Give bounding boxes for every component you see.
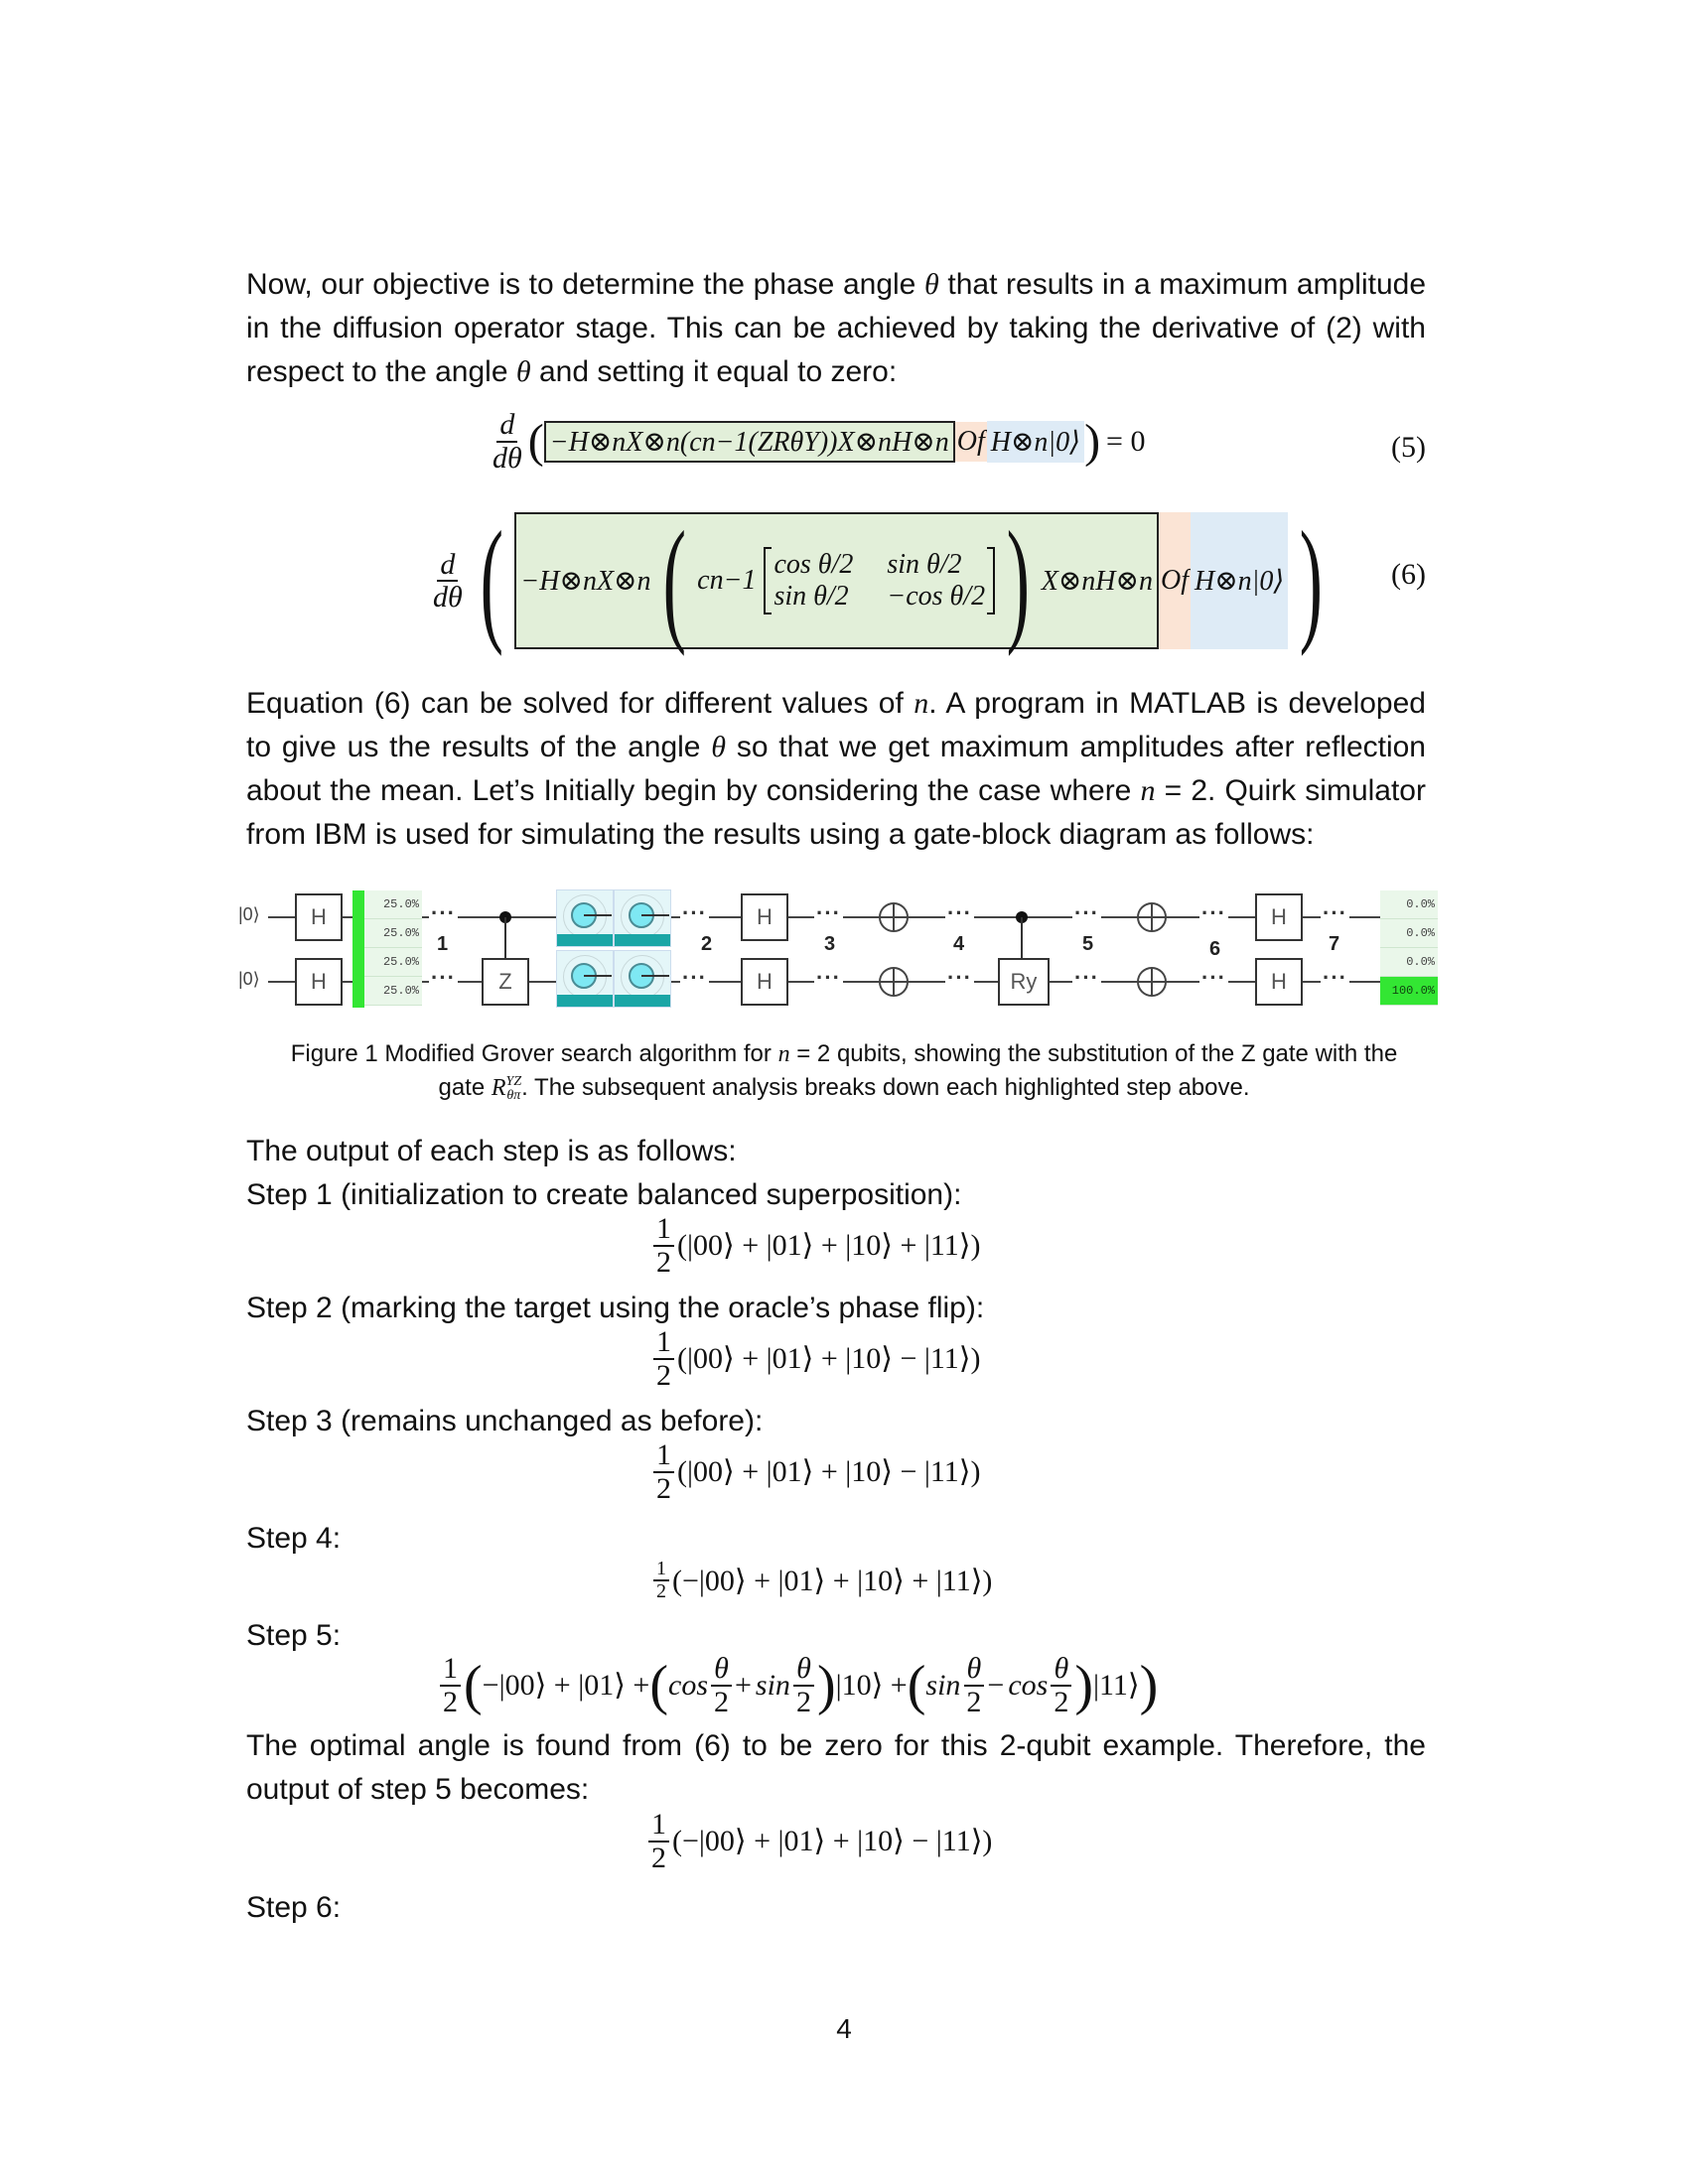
ellipsis: ··· [1201,965,1226,990]
text-run: . The subsequent analysis breaks down each highlighted step above. [521,1074,1250,1101]
state-vector: (−|00⟩ + |01⟩ + |10⟩ + |11⟩) [672,1564,993,1597]
subscript: θπ [506,1087,521,1103]
fraction-denominator: 2 [795,1685,811,1718]
derivative-operator [430,549,466,614]
hadamard-gate[interactable]: H [741,893,788,941]
state-terms: |10⟩ + [835,1669,908,1702]
ellipsis: ··· [1323,965,1347,990]
initial-probability-display [364,890,422,1006]
theta-symbol: θ [711,731,727,763]
fraction-numerator: 1 [653,1213,674,1247]
text-run: . A program in MATLAB is developed to give us the results of the angle [246,687,1426,763]
step-label-4: 4 [953,933,965,955]
probability-value: 25.0% [364,948,422,977]
deriv-denominator: dθ [492,441,522,475]
ellipsis: ··· [431,965,456,990]
not-gate[interactable] [879,902,909,932]
fraction-denominator: 2 [656,1245,671,1279]
ellipsis: ··· [947,965,972,990]
step-5-final-equation [645,1809,992,1873]
text-run: = 2 qubits, showing the substitution of the Z gate with the [789,1040,1398,1067]
z-gate[interactable]: Z [482,958,529,1006]
close-paren: ) [816,1654,836,1716]
theta-symbol: θ [924,268,939,301]
text-run: and setting it equal to zero: [530,355,898,388]
hadamard-gate[interactable]: H [741,958,788,1006]
suffix-operators: X⊗nH⊗n [1041,566,1153,597]
equation-6 [427,503,1335,657]
page-number: 4 [836,2013,852,2044]
cos-function: cos [668,1668,708,1702]
text-run: gate [438,1074,492,1101]
probability-value: 0.0% [1380,919,1438,948]
initialization-highlight: H⊗n|0⟩ [1191,512,1288,649]
equation-rhs: = 0 [1106,424,1146,458]
step-label-5: 5 [1082,933,1094,955]
control-line [504,917,506,959]
probability-value: 25.0% [364,890,422,919]
step-1-equation [650,1213,980,1278]
bloch-sphere-display [614,950,671,1008]
probability-value: 0.0% [1380,948,1438,977]
gate-scripts [506,1075,522,1103]
text-run: = 2. Quirk simulator from IBM is used for simulating the results using a gate-block diagram as follows: [246,774,1426,851]
n-symbol: n [1140,774,1156,807]
open-paren: ( [464,1654,483,1716]
step-1-label: Step 1 (initialization to create balanced superposition): [246,1178,962,1211]
ellipsis: ··· [682,900,707,925]
state-vector: (−|00⟩ + |01⟩ + |10⟩ − |11⟩) [672,1825,993,1857]
state-vector: (|00⟩ + |01⟩ + |10⟩ − |11⟩) [677,1455,981,1488]
final-probability-display [1380,890,1438,1006]
text-run: Figure 1 Modified Grover search algorithm for [290,1040,778,1067]
sin-function: sin [755,1668,790,1702]
text-run: Equation (6) can be solved for different values of [246,687,914,720]
ry-gate[interactable]: Ry [998,958,1050,1006]
sin-function: sin [925,1668,961,1702]
intro-paragraph [246,263,1426,394]
open-paren: ( [480,503,503,657]
fraction-denominator: 2 [714,1685,729,1718]
step-2-equation [650,1326,980,1391]
ellipsis: ··· [1074,900,1099,925]
step-label-3: 3 [824,933,836,955]
theta-symbol: θ [515,355,531,388]
matlab-paragraph [246,682,1426,857]
input-ket-0: |0⟩ [238,904,260,924]
step-5-equation [437,1653,1158,1717]
not-gate[interactable] [879,967,909,997]
ellipsis: ··· [947,900,972,925]
hadamard-gate[interactable]: H [1255,893,1303,941]
hadamard-gate[interactable]: H [1255,958,1303,1006]
steps-intro: The output of each step is as follows: [246,1135,737,1167]
n-symbol: n [914,687,929,720]
caption-line-1 [238,1037,1450,1071]
step-4-label: Step 4: [246,1522,342,1555]
step-2-label: Step 2 (marking the target using the oracle’s phase flip): [246,1292,985,1324]
oracle-highlight: Of [1159,512,1191,649]
step-label-1: 1 [437,933,449,955]
input-ket-1: |0⟩ [238,969,260,989]
ellipsis: ··· [816,900,841,925]
probability-bar [352,890,364,1008]
superscript: YZ [505,1073,522,1089]
ellipsis: ··· [1201,900,1226,925]
equation-5-label: (5) [1391,431,1426,464]
state-terms: |11⟩ [1092,1669,1140,1702]
ellipsis: ··· [682,965,707,990]
step-label-6: 6 [1209,938,1221,960]
text-run: Now, our objective is to determine the phase angle [246,268,924,301]
inner-close-paren: ) [1006,503,1031,657]
control-term: cn−1 [697,565,757,596]
probability-value: 25.0% [364,977,422,1006]
plus-sign: + [735,1668,752,1702]
figure-caption [238,1037,1450,1105]
matrix-cell: sin θ/2 [774,581,849,612]
fraction-denominator: 2 [656,1580,666,1602]
n-symbol: n [777,1041,790,1067]
step-label-7: 7 [1329,933,1340,955]
fraction-numerator: θ [711,1653,732,1687]
step-label-2: 2 [701,933,713,955]
step-4-equation [650,1559,992,1602]
fraction-numerator: 1 [440,1653,461,1687]
bloch-sphere-display [614,889,671,947]
open-paren: ( [527,415,544,468]
step-3-label: Step 3 (remains unchanged as before): [246,1405,764,1437]
deriv-numerator: d [496,409,517,443]
fraction-numerator: θ [1051,1653,1071,1687]
step-6-label: Step 6: [246,1891,342,1924]
caption-line-2 [238,1071,1450,1105]
bloch-sphere-display [556,950,614,1008]
state-vector: (|00⟩ + |01⟩ + |10⟩ + |11⟩) [677,1229,981,1262]
diffusion-operator-highlight: −H⊗nX⊗n(cn−1(ZRθY))X⊗nH⊗n [544,421,955,463]
hadamard-gate[interactable]: H [295,958,343,1006]
not-gate[interactable] [1137,967,1167,997]
fraction-denominator: 2 [651,1841,666,1874]
oracle-highlight: Of [955,422,987,462]
deriv-numerator: d [437,549,458,583]
fraction-denominator: 2 [656,1471,671,1505]
equation-5 [487,409,1145,474]
open-paren: ( [649,1654,668,1716]
inner-open-paren: ( [662,503,686,657]
equation-6-label: (6) [1391,558,1426,591]
matrix-cell: cos θ/2 [774,549,854,580]
initialization-highlight: H⊗n|0⟩ [987,421,1084,463]
optimal-angle-paragraph: The optimal angle is found from (6) to be zero for this 2-qubit example. Therefore, the output of step 5 becomes: [246,1729,1426,1806]
diffusion-operator-highlight [514,503,1159,657]
ellipsis: ··· [1074,965,1099,990]
fraction-numerator: 1 [653,1326,674,1360]
derivative-operator [490,409,525,474]
hadamard-gate[interactable]: H [295,893,343,941]
gate-symbol: R [491,1075,506,1101]
minus-sign: − [987,1668,1005,1702]
matrix-cell: sin θ/2 [887,549,962,580]
open-paren: ( [907,1654,926,1716]
fraction-numerator: 1 [653,1439,674,1473]
rotation-matrix [764,549,995,613]
control-line [1021,917,1023,959]
close-paren: ) [1139,1654,1159,1716]
fraction-denominator: 2 [443,1685,458,1718]
close-paren: ) [1084,415,1101,468]
deriv-denominator: dθ [433,581,463,614]
close-paren: ) [1299,503,1324,657]
fraction-denominator: 2 [1054,1685,1069,1718]
fraction-denominator: 2 [656,1358,671,1392]
fraction-numerator: θ [964,1653,985,1687]
state-vector: (|00⟩ + |01⟩ + |10⟩ − |11⟩) [677,1342,981,1375]
text-run: so that we get maximum amplitudes after reflection about the mean. Let’s Initially begin by considering the case where [246,731,1426,807]
prefix-operators: −H⊗nX⊗n [520,566,651,597]
text-run: that results in a maximum amplitude in the diffusion operator stage. This can be achieved by taking the derivative of (2) with respect to the angle [246,268,1427,388]
ellipsis: ··· [1323,900,1347,925]
step-5-label: Step 5: [246,1619,342,1652]
probability-value-highlight: 100.0% [1380,977,1438,1006]
fraction-denominator: 2 [966,1685,982,1718]
bloch-sphere-display [556,889,614,947]
ellipsis: ··· [816,965,841,990]
probability-value: 25.0% [364,919,422,948]
fraction-numerator: θ [793,1653,814,1687]
step-3-equation [650,1439,980,1504]
close-paren: ) [1074,1654,1093,1716]
fraction-numerator: 1 [648,1809,669,1843]
matrix-cell: −cos θ/2 [887,581,986,612]
state-terms: −|00⟩ + |01⟩ + [482,1669,650,1702]
probability-value: 0.0% [1380,890,1438,919]
ellipsis: ··· [431,900,456,925]
grover-circuit-figure [238,888,1440,1018]
cos-function: cos [1008,1668,1049,1702]
fraction-numerator: 1 [653,1559,669,1581]
not-gate[interactable] [1137,902,1167,932]
